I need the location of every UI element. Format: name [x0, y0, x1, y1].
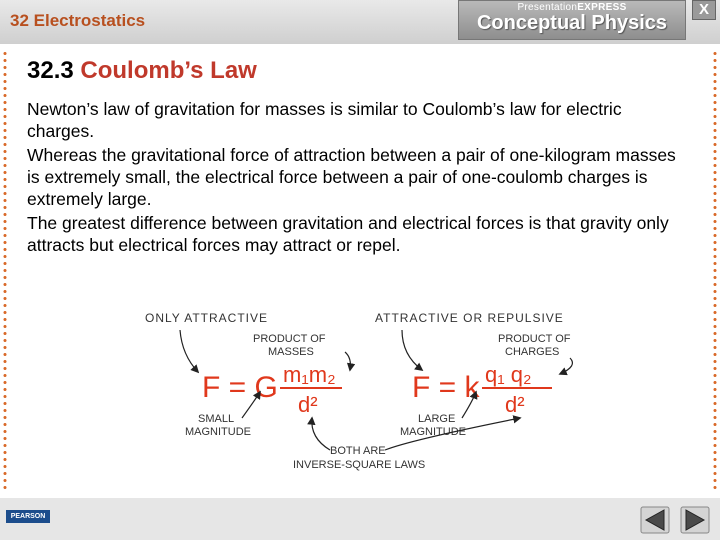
label-large: LARGE: [418, 413, 456, 425]
equation-gravity-lhs: F = G: [202, 371, 278, 404]
paragraph: Newton’s law of gravitation for masses is similar to Coulomb’s law for electric charges.: [27, 99, 622, 141]
slide-title: [27, 57, 257, 85]
brand-subtitle-bold: EXPRESS: [577, 2, 627, 13]
section-number: 32.3: [27, 57, 74, 84]
paragraph: Whereas the gravitational force of attraction between a pair of one-kilogram masses is extremely small, the electrical force between a pair of one-coulomb charges is extremely large.: [27, 145, 676, 209]
label-product-charges: PRODUCT OF: [498, 333, 571, 345]
label-only-attractive: ONLY ATTRACTIVE: [145, 311, 269, 325]
equation-gravity-numerator: m₁m₂: [283, 362, 336, 387]
slide-body: [27, 98, 687, 258]
brand-title: Conceptual Physics: [476, 12, 668, 34]
coulomb-law-figure: [140, 300, 590, 480]
equation-coulomb-numerator: q₁ q₂: [485, 362, 532, 387]
label-large-2: MAGNITUDE: [400, 426, 466, 438]
chapter-title: 32 Electrostatics: [10, 11, 146, 30]
equation-gravity-denominator: d²: [298, 392, 318, 417]
label-attractive-or-repulsive: ATTRACTIVE OR REPULSIVE: [375, 311, 564, 325]
label-small: SMALL: [198, 413, 235, 425]
equation-coulomb-denominator: d²: [505, 392, 525, 417]
label-product-charges-2: CHARGES: [505, 346, 560, 358]
pearson-logo: PEARSON: [6, 510, 50, 523]
label-inverse-square: INVERSE-SQUARE LAWS: [293, 459, 426, 471]
left-dotted-border: [3, 50, 7, 490]
slide-footer: [0, 498, 720, 540]
label-small-2: MAGNITUDE: [185, 426, 251, 438]
label-product-masses: PRODUCT OF: [253, 333, 326, 345]
next-slide-button[interactable]: [680, 506, 710, 534]
paragraph: The greatest difference between gravitation and electrical forces is that gravity only attracts but electrical forces may attract or repel.: [27, 213, 669, 255]
arrow: [560, 358, 572, 374]
brand-subtitle-light: Presentation: [517, 2, 578, 13]
brand-banner: [458, 0, 686, 40]
arrow: [345, 352, 350, 370]
label-product-masses-2: MASSES: [268, 346, 314, 358]
arrow: [402, 330, 422, 370]
close-button[interactable]: X: [692, 0, 716, 20]
equation-coulomb-lhs: F = k: [412, 371, 480, 404]
arrow: [180, 330, 198, 372]
previous-slide-button[interactable]: [640, 506, 670, 534]
right-dotted-border: [713, 50, 717, 490]
section-title: Coulomb’s Law: [80, 57, 257, 84]
slide-header: [0, 0, 720, 44]
arrow: [312, 418, 330, 450]
label-both-are: BOTH ARE: [330, 445, 386, 457]
